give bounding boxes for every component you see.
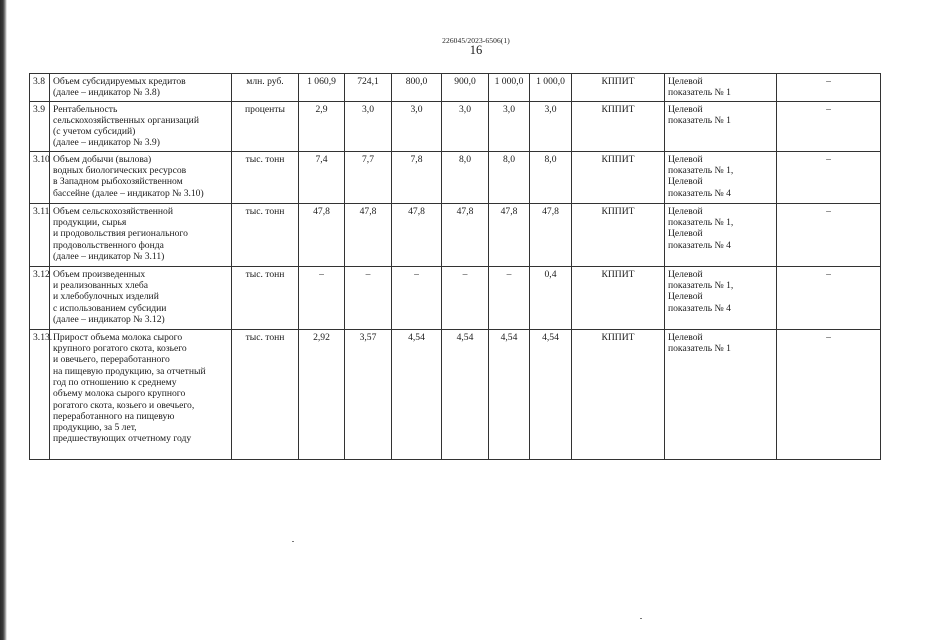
- data-source: КППИТ: [572, 101, 665, 151]
- note-cell: –: [777, 101, 881, 151]
- indicator-value: 800,0: [392, 74, 442, 102]
- indicator-value: –: [489, 266, 530, 329]
- unit-of-measure: проценты: [232, 101, 299, 151]
- indicators-table: [29, 73, 881, 460]
- indicator-value: 7,8: [392, 151, 442, 203]
- target-link: Целевой показатель № 1: [665, 329, 777, 459]
- indicator-value: 8,0: [489, 151, 530, 203]
- indicator-value: 47,8: [299, 203, 345, 266]
- indicator-value: 7,7: [345, 151, 392, 203]
- indicator-value: 47,8: [442, 203, 489, 266]
- indicator-value: –: [299, 266, 345, 329]
- indicator-name: Объем произведенных и реализованных хлеба и хлебобулочных изделий с использованием субсидии (далее – индикатор № 3.12): [50, 266, 232, 329]
- table-row: [30, 266, 881, 329]
- unit-of-measure: тыс. тонн: [232, 329, 299, 459]
- note-cell: –: [777, 74, 881, 102]
- scan-speck: [292, 541, 294, 542]
- row-number: 3.12: [30, 266, 50, 329]
- indicator-value: 3,0: [442, 101, 489, 151]
- target-link: Целевой показатель № 1, Целевой показатель № 4: [665, 203, 777, 266]
- indicator-value: 4,54: [489, 329, 530, 459]
- indicator-value: 8,0: [442, 151, 489, 203]
- indicator-value: 3,0: [530, 101, 572, 151]
- table-row: [30, 74, 881, 102]
- indicator-value: 3,0: [489, 101, 530, 151]
- indicator-value: 47,8: [345, 203, 392, 266]
- indicator-value: 7,4: [299, 151, 345, 203]
- indicator-value: 3,0: [345, 101, 392, 151]
- target-link: Целевой показатель № 1, Целевой показатель № 4: [665, 151, 777, 203]
- target-link: Целевой показатель № 1, Целевой показатель № 4: [665, 266, 777, 329]
- table-row: [30, 203, 881, 266]
- indicator-value: 1 000,0: [489, 74, 530, 102]
- indicator-value: 2,92: [299, 329, 345, 459]
- indicator-name: Объем сельскохозяйственной продукции, сырья и продовольствия регионального продовольственного фонда (далее – индикатор № 3.11): [50, 203, 232, 266]
- indicator-value: 1 000,0: [530, 74, 572, 102]
- data-source: КППИТ: [572, 74, 665, 102]
- indicator-value: 3,0: [392, 101, 442, 151]
- data-source: КППИТ: [572, 203, 665, 266]
- indicator-value: 2,9: [299, 101, 345, 151]
- indicator-name: Объем добычи (вылова) водных биологических ресурсов в Западном рыбохозяйственном бассейне (далее – индикатор № 3.10): [50, 151, 232, 203]
- unit-of-measure: тыс. тонн: [232, 266, 299, 329]
- unit-of-measure: тыс. тонн: [232, 151, 299, 203]
- indicator-value: 1 060,9: [299, 74, 345, 102]
- indicator-value: 8,0: [530, 151, 572, 203]
- note-cell: –: [777, 266, 881, 329]
- note-cell: –: [777, 203, 881, 266]
- indicator-name: Прирост объема молока сырого крупного рогатого скота, козьего и овечьего, переработанного на пищевую продукцию, за отчетный год по отношению к среднему объему молока сырого крупного рогатого скота, козьего и овечьего, переработанного на пищевую продукцию, за 5 лет, предшествующих отчетному году: [50, 329, 232, 459]
- indicator-value: 47,8: [392, 203, 442, 266]
- data-source: КППИТ: [572, 266, 665, 329]
- unit-of-measure: млн. руб.: [232, 74, 299, 102]
- scan-binding-edge: [0, 0, 7, 640]
- row-number: 3.10: [30, 151, 50, 203]
- indicator-value: 47,8: [530, 203, 572, 266]
- unit-of-measure: тыс. тонн: [232, 203, 299, 266]
- indicator-name: Рентабельность сельскохозяйственных организаций (с учетом субсидий) (далее – индикатор № 3.9): [50, 101, 232, 151]
- row-number: 3.13.: [30, 329, 50, 459]
- indicator-value: –: [345, 266, 392, 329]
- row-number: 3.11: [30, 203, 50, 266]
- table-row: [30, 151, 881, 203]
- indicator-name: Объем субсидируемых кредитов (далее – индикатор № 3.8): [50, 74, 232, 102]
- indicator-value: 724,1: [345, 74, 392, 102]
- row-number: 3.9: [30, 101, 50, 151]
- indicator-value: 47,8: [489, 203, 530, 266]
- scan-speck: [640, 618, 642, 619]
- data-source: КППИТ: [572, 329, 665, 459]
- indicator-value: –: [442, 266, 489, 329]
- note-cell: –: [777, 329, 881, 459]
- target-link: Целевой показатель № 1: [665, 101, 777, 151]
- note-cell: –: [777, 151, 881, 203]
- indicator-value: 4,54: [530, 329, 572, 459]
- indicator-value: 0,4: [530, 266, 572, 329]
- data-source: КППИТ: [572, 151, 665, 203]
- indicator-value: –: [392, 266, 442, 329]
- indicator-value: 900,0: [442, 74, 489, 102]
- table-row: [30, 329, 881, 459]
- indicator-value: 4,54: [392, 329, 442, 459]
- page-number: 16: [469, 43, 483, 57]
- indicator-value: 3,57: [345, 329, 392, 459]
- row-number: 3.8: [30, 74, 50, 102]
- table-row: [30, 101, 881, 151]
- indicator-value: 4,54: [442, 329, 489, 459]
- document-id: 226045/2023-6506(1): [442, 36, 510, 45]
- target-link: Целевой показатель № 1: [665, 74, 777, 102]
